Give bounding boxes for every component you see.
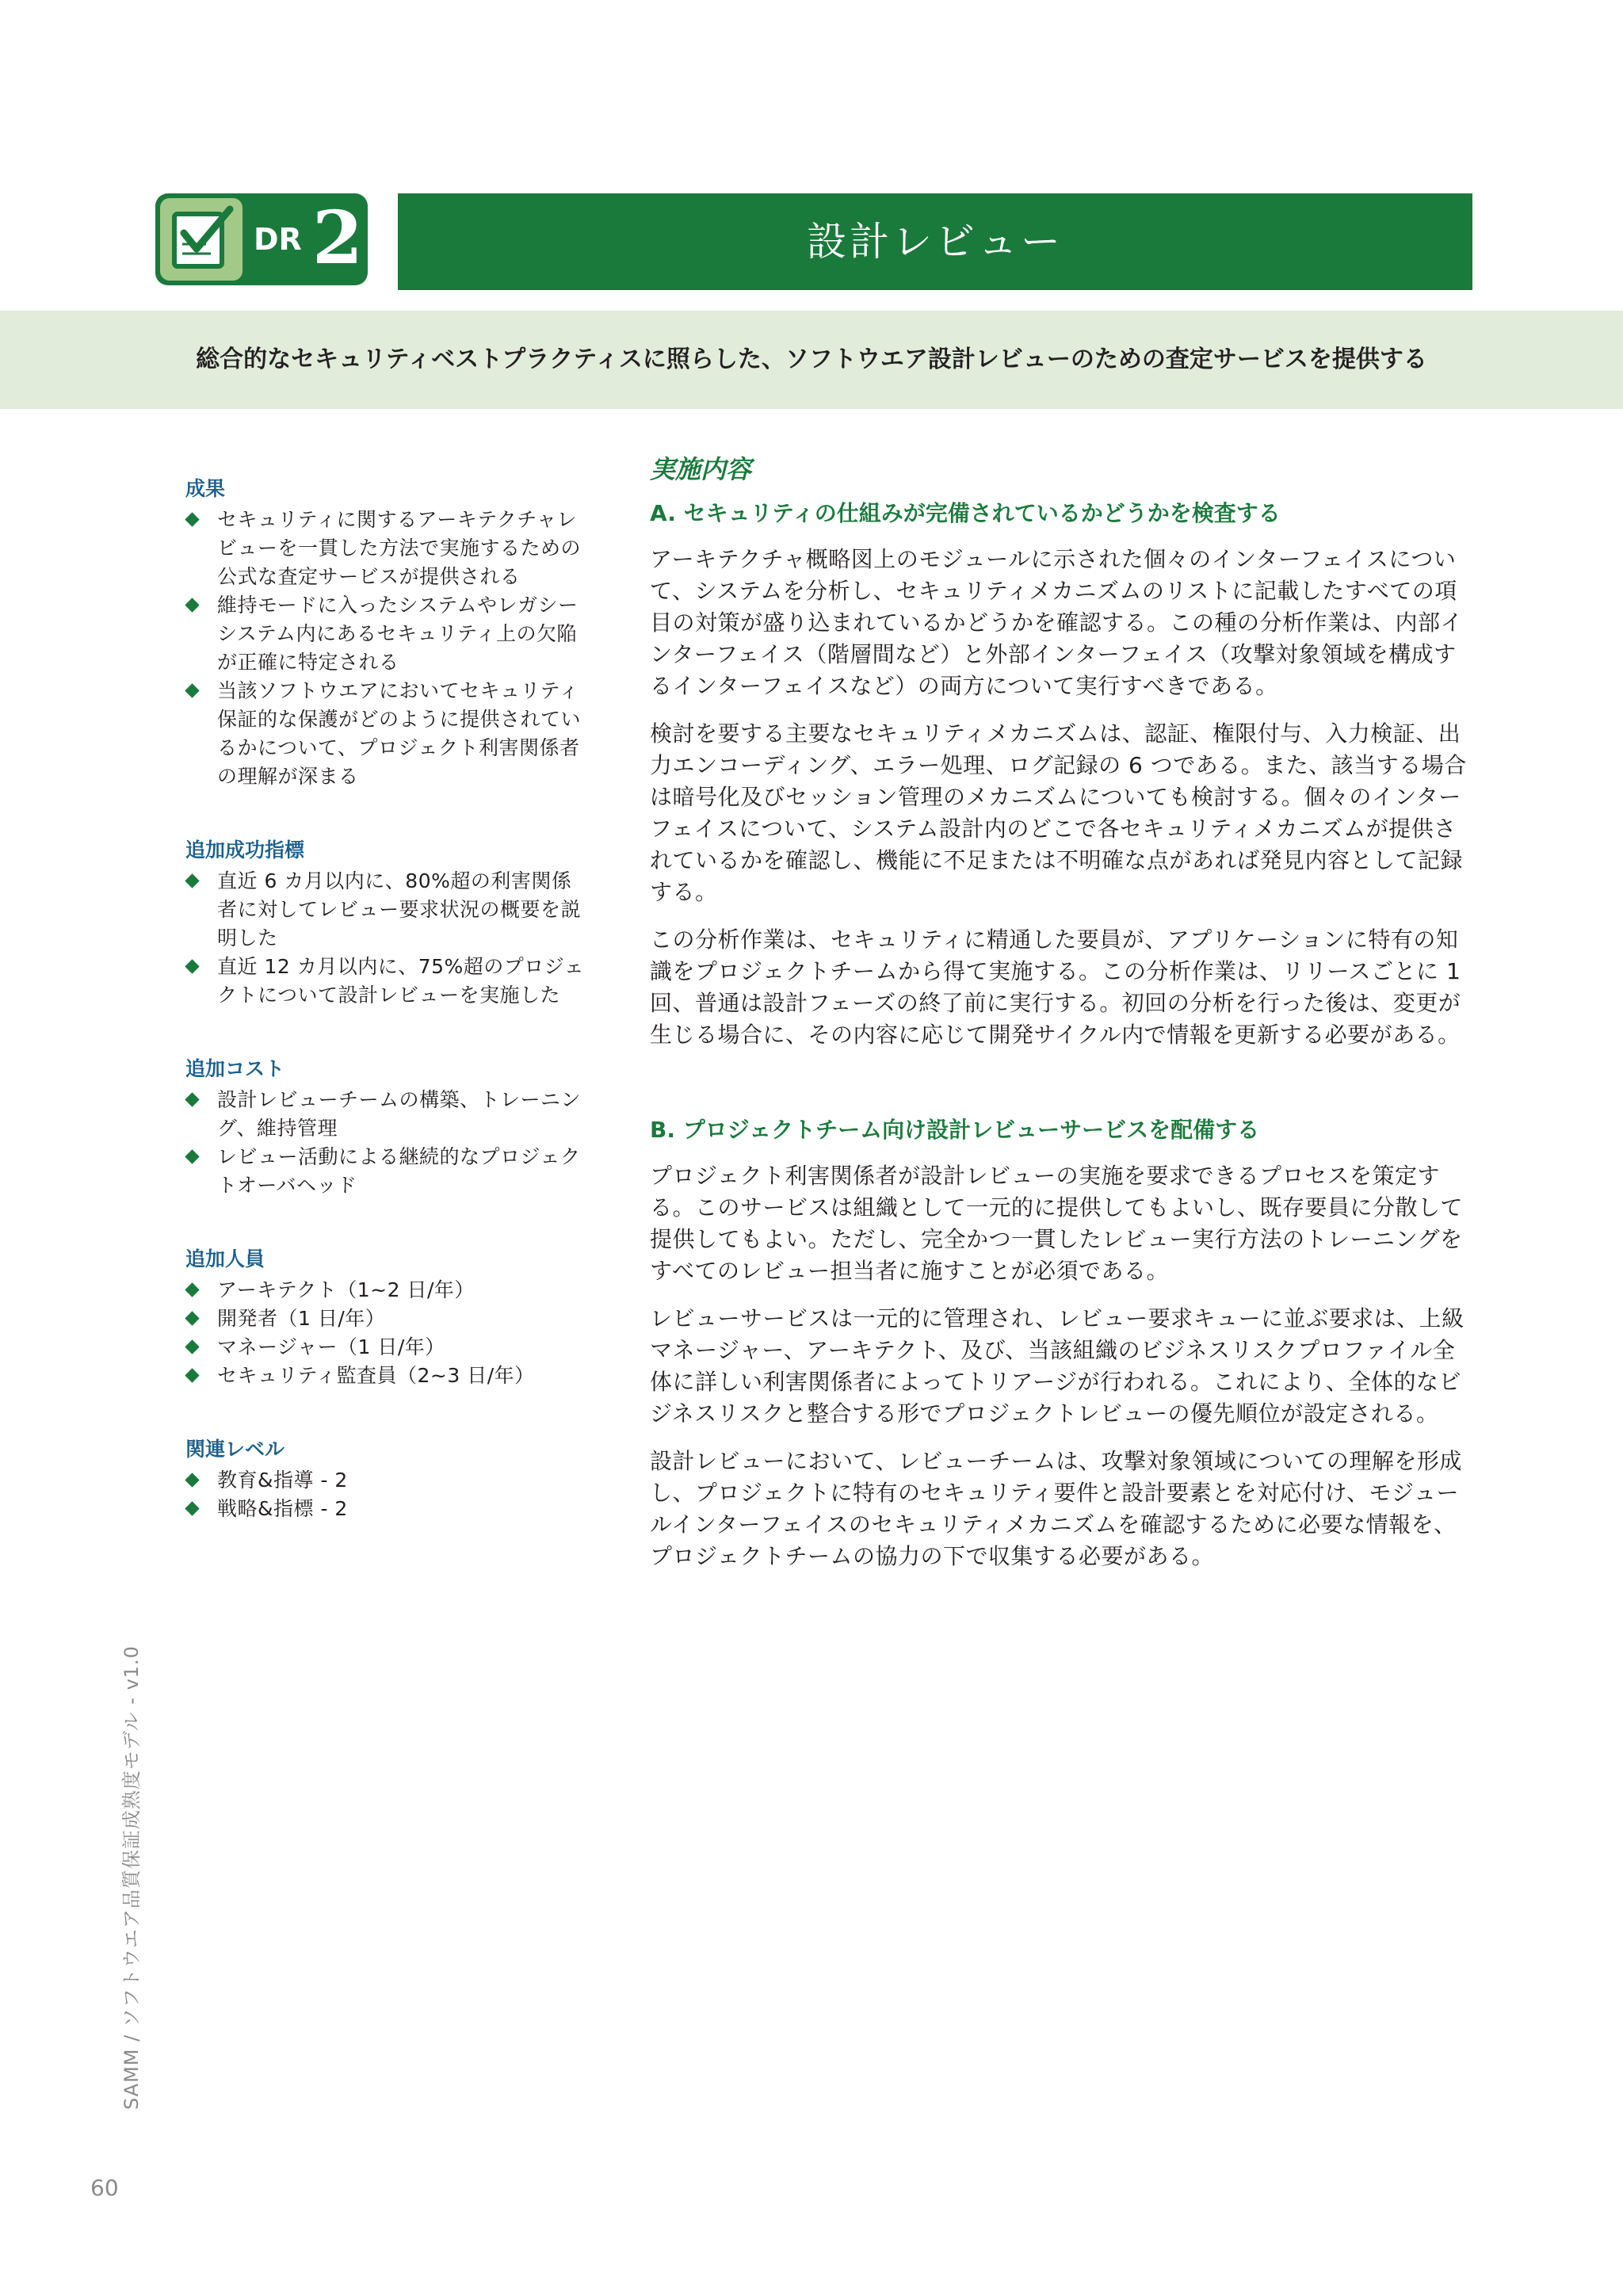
- sidebar-list: [185, 867, 590, 1010]
- paragraph: プロジェクト利害関係者が設計レビューの実施を要求できるプロセスを策定する。このサービスは組織として一元的に提供してもよいし、既存要員に分散して提供してもよい。ただし、完全かつ一貫したレビュー実行方法のトレーニングをすべてのレビュー担当者に施すことが必須である。: [650, 1163, 1464, 1284]
- paragraph: アーキテクチャ概略図上のモジュールに示された個々のインターフェイスについて、システムを分析し、セキュリティメカニズムのリストに記載したすべての項目の対策が盛り込まれているかどうかを確認する。この種の分析作業は、内部インターフェイス（階層間など）と外部インターフェイス（攻撃対象領域を構成するインターフェイスなど）の両方について実行すべきである。: [650, 546, 1464, 699]
- diamond-bullet-icon: [185, 1149, 199, 1163]
- diamond-bullet-icon: [185, 1339, 199, 1354]
- list-item-text: 維持モードに入ったシステムやレガシーシステム内にあるセキュリティ上の欠陥が正確に特定される: [217, 594, 579, 674]
- activities-heading: 実施内容: [650, 454, 752, 484]
- diamond-bullet-icon: [185, 1473, 199, 1487]
- paragraph: 設計レビューにおいて、レビューチームは、攻撃対象領域についての理解を形成し、プロジェクトに特有のセキュリティ要件と設計要素とを対応付け、モジュールインターフェイスのセキュリティメカニズムを確認するために必要な情報を、プロジェクトチームの協力の下で収集する必要がある。: [650, 1448, 1462, 1569]
- activity-a-title: A. セキュリティの仕組みが完備されているかどうかを検査する: [650, 500, 1281, 526]
- badge-level: 2: [312, 195, 364, 281]
- list-item: [185, 1466, 590, 1495]
- badge-code: DR: [254, 222, 302, 257]
- page-title: 設計レビュー: [398, 193, 1472, 290]
- sidebar-heading: 追加人員: [185, 1247, 265, 1270]
- diamond-bullet-icon: [185, 1311, 199, 1325]
- list-item-text: マネージャー（1 日/年）: [217, 1335, 445, 1358]
- sidebar-list: [185, 1466, 590, 1523]
- list-item: [185, 591, 590, 677]
- diamond-bullet-icon: [185, 1501, 199, 1515]
- list-item-text: 開発者（1 日/年）: [217, 1307, 386, 1330]
- sidebar-heading: 追加コスト: [185, 1057, 285, 1080]
- sidebar-heading: 成果: [185, 477, 226, 500]
- list-item: [185, 953, 590, 1010]
- list-item: [185, 1495, 590, 1523]
- sidebar-list: [185, 1086, 590, 1200]
- list-item-text: 直近 6 カ月以内に、80%超の利害関係者に対してレビュー要求状況の概要を説明した: [217, 869, 582, 949]
- list-item-text: アーキテクト（1~2 日/年）: [217, 1278, 475, 1301]
- diamond-bullet-icon: [185, 512, 199, 526]
- list-item: [185, 677, 590, 791]
- list-item-text: 直近 12 カ月以内に、75%超のプロジェクトについて設計レビューを実施した: [217, 955, 585, 1007]
- list-item-text: 教育&指導 - 2: [217, 1469, 348, 1492]
- list-item-text: セキュリティに関するアーキテクチャレビューを一貫した方法で実施するための公式な査定サービスが提供される: [217, 508, 582, 588]
- sidebar: [185, 476, 590, 1569]
- list-item: [185, 1333, 590, 1362]
- list-item-text: 戦略&指標 - 2: [217, 1497, 348, 1520]
- checklist-checkmark-icon: [160, 198, 242, 281]
- sidebar-list: [185, 506, 590, 791]
- list-item: [185, 1276, 590, 1305]
- diamond-bullet-icon: [185, 1282, 199, 1297]
- list-item: [185, 1143, 590, 1200]
- list-item-text: 当該ソフトウエアにおいてセキュリティ保証的な保護がどのように提供されているかについて、プロジェクト利害関係者の理解が深まる: [217, 679, 582, 788]
- list-item-text: セキュリティ監査員（2~3 日/年）: [217, 1364, 535, 1387]
- sidebar-list: [185, 1276, 590, 1390]
- page-subtitle: 総合的なセキュリティベストプラクティスに照らした、ソフトウエア設計レビューのための査定サービスを提供する: [196, 346, 1427, 373]
- page-number: 60: [90, 2175, 119, 2201]
- diamond-bullet-icon: [185, 959, 199, 973]
- sidebar-section-results: [185, 476, 590, 791]
- sidebar-section-success-metrics: [185, 837, 590, 1010]
- list-item: [185, 867, 590, 953]
- diamond-bullet-icon: [185, 873, 199, 888]
- diamond-bullet-icon: [185, 598, 199, 612]
- list-item: [185, 1305, 590, 1333]
- document-running-title: SAMM / ソフトウエア品質保証成熟度モデル - v1.0: [120, 1645, 143, 2110]
- sidebar-heading: 関連レベル: [185, 1438, 285, 1461]
- sidebar-section-personnel: [185, 1246, 590, 1390]
- diamond-bullet-icon: [185, 683, 199, 697]
- list-item: [185, 506, 590, 591]
- list-item-text: レビュー活動による継続的なプロジェクトオーバヘッド: [217, 1145, 581, 1197]
- sidebar-section-related-levels: [185, 1436, 590, 1523]
- sidebar-heading: 追加成功指標: [185, 839, 305, 861]
- diamond-bullet-icon: [185, 1368, 199, 1382]
- paragraph: 検討を要する主要なセキュリティメカニズムは、認証、権限付与、入力検証、出力エンコーディング、エラー処理、ログ記録の 6 つである。また、該当する場合は暗号化及びセッション管理のメカニズムについても検討する。個々のインターフェイスについて、システム設計内のどこで各セキュリティメカニズムが提供されているかを確認し、機能に不足または不明確な点があれば発見内容として記録する。: [650, 720, 1467, 905]
- list-item: [185, 1086, 590, 1143]
- section-spacer: [650, 1067, 1474, 1114]
- list-item-text: 設計レビューチームの構築、トレーニング、維持管理: [217, 1088, 582, 1140]
- level-badge: [155, 193, 368, 285]
- paragraph: この分析作業は、セキュリティに精通した要員が、アプリケーションに特有の知識をプロジェクトチームから得て実施する。この分析作業は、リリースごとに 1 回、普通は設計フェーズの終了前に実行する。初回の分析を行った後は、変更が生じる場合に、その内容に応じて開発サイクル内で情報を更新する必要がある。: [650, 926, 1461, 1048]
- diamond-bullet-icon: [185, 1092, 199, 1106]
- activity-b-title: B. プロジェクトチーム向け設計レビューサービスを配備する: [650, 1117, 1260, 1143]
- subtitle-band: [0, 311, 1623, 409]
- sidebar-section-costs: [185, 1056, 590, 1200]
- paragraph: レビューサービスは一元的に管理され、レビュー要求キューに並ぶ要求は、上級マネージャー、アーキテクト、及び、当該組織のビジネスリスクプロファイル全体に詳しい利害関係者によってトリアージが行われる。これにより、全体的なビジネスリスクと整合する形でプロジェクトレビューの優先順位が設定される。: [650, 1305, 1465, 1427]
- list-item: [185, 1362, 590, 1390]
- main-content: [650, 452, 1474, 1588]
